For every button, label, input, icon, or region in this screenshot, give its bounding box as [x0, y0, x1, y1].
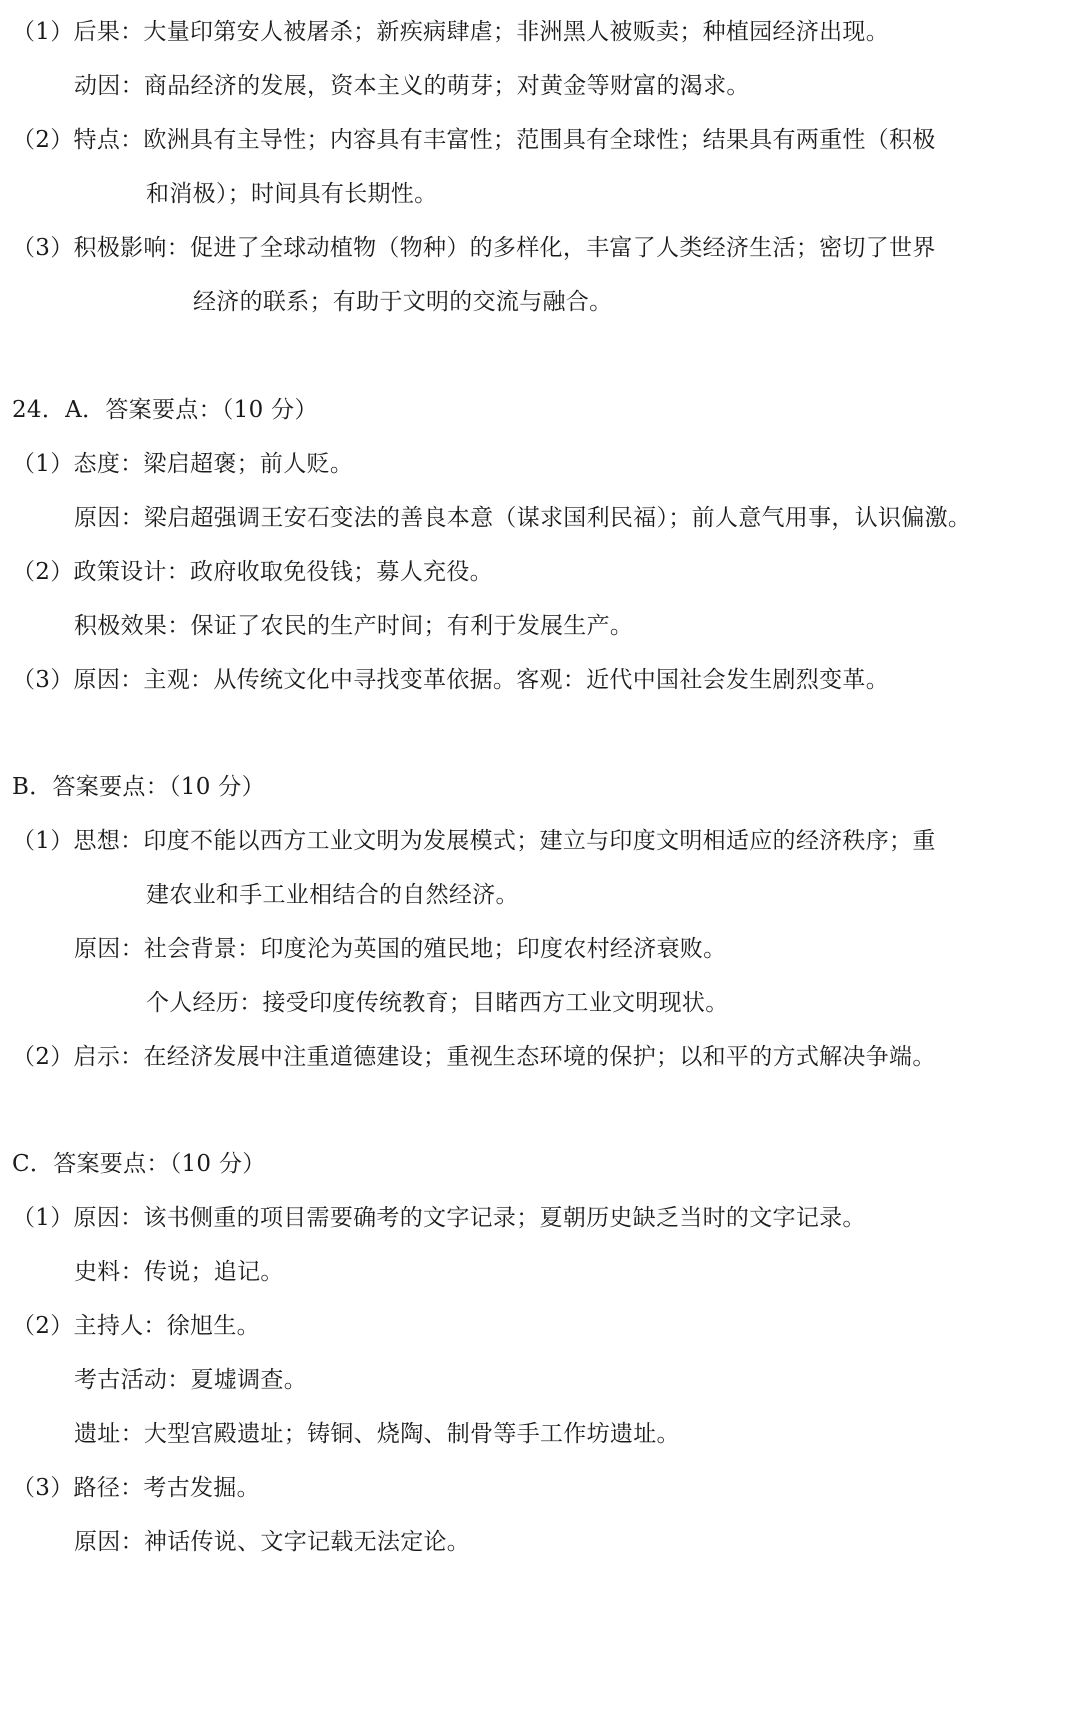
answer-line: （2）政策设计：政府收取免役钱；募人充役。 [12, 559, 493, 585]
section-heading: C．答案要点：（10 分） [12, 1151, 266, 1177]
answer-line: （3）路径：考古发掘。 [12, 1475, 260, 1501]
answer-line: 经济的联系；有助于文明的交流与融合。 [193, 289, 613, 315]
answer-line: 考古活动：夏墟调查。 [74, 1367, 307, 1393]
answer-line: （1）原因：该书侧重的项目需要确考的文字记录；夏朝历史缺乏当时的文字记录。 [12, 1205, 866, 1231]
answer-line: 原因：社会背景：印度沦为英国的殖民地；印度农村经济衰败。 [74, 936, 727, 962]
answer-line: （2）特点：欧洲具有主导性；内容具有丰富性；范围具有全球性；结果具有两重性（积极 [12, 127, 936, 153]
answer-line: 个人经历：接受印度传统教育；目睹西方工业文明现状。 [146, 990, 729, 1016]
answer-line: 和消极）；时间具有长期性。 [146, 181, 438, 207]
answer-line: （2）启示：在经济发展中注重道德建设；重视生态环境的保护；以和平的方式解决争端。 [12, 1044, 936, 1070]
answer-line: 史料：传说；追记。 [74, 1259, 284, 1285]
answer-line: （1）后果：大量印第安人被屠杀；新疾病肆虐；非洲黑人被贩卖；种植园经济出现。 [12, 19, 890, 45]
answer-line: （1）思想：印度不能以西方工业文明为发展模式；建立与印度文明相适应的经济秩序；重 [12, 828, 936, 854]
answer-line: 原因：神话传说、文字记载无法定论。 [74, 1529, 471, 1555]
section-heading: 24．A．答案要点：（10 分） [12, 397, 318, 423]
answer-line: 建农业和手工业相结合的自然经济。 [146, 882, 519, 908]
answer-line: （2）主持人：徐旭生。 [12, 1313, 260, 1339]
answer-line: （3）积极影响：促进了全球动植物（物种）的多样化，丰富了人类经济生活；密切了世界 [12, 235, 936, 261]
section-heading: B．答案要点：（10 分） [12, 774, 265, 800]
answer-line: （1）态度：梁启超褒；前人贬。 [12, 451, 354, 477]
answer-line: 动因：商品经济的发展，资本主义的萌芽；对黄金等财富的渴求。 [74, 73, 750, 99]
answer-line: 原因：梁启超强调王安石变法的善良本意（谋求国利民福）；前人意气用事，认识偏激。 [74, 505, 972, 531]
answer-line: 积极效果：保证了农民的生产时间；有利于发展生产。 [74, 613, 634, 639]
answer-line: （3）原因：主观：从传统文化中寻找变革依据。客观：近代中国社会发生剧烈变革。 [12, 667, 890, 693]
answer-line: 遗址：大型宫殿遗址；铸铜、烧陶、制骨等手工作坊遗址。 [74, 1421, 680, 1447]
